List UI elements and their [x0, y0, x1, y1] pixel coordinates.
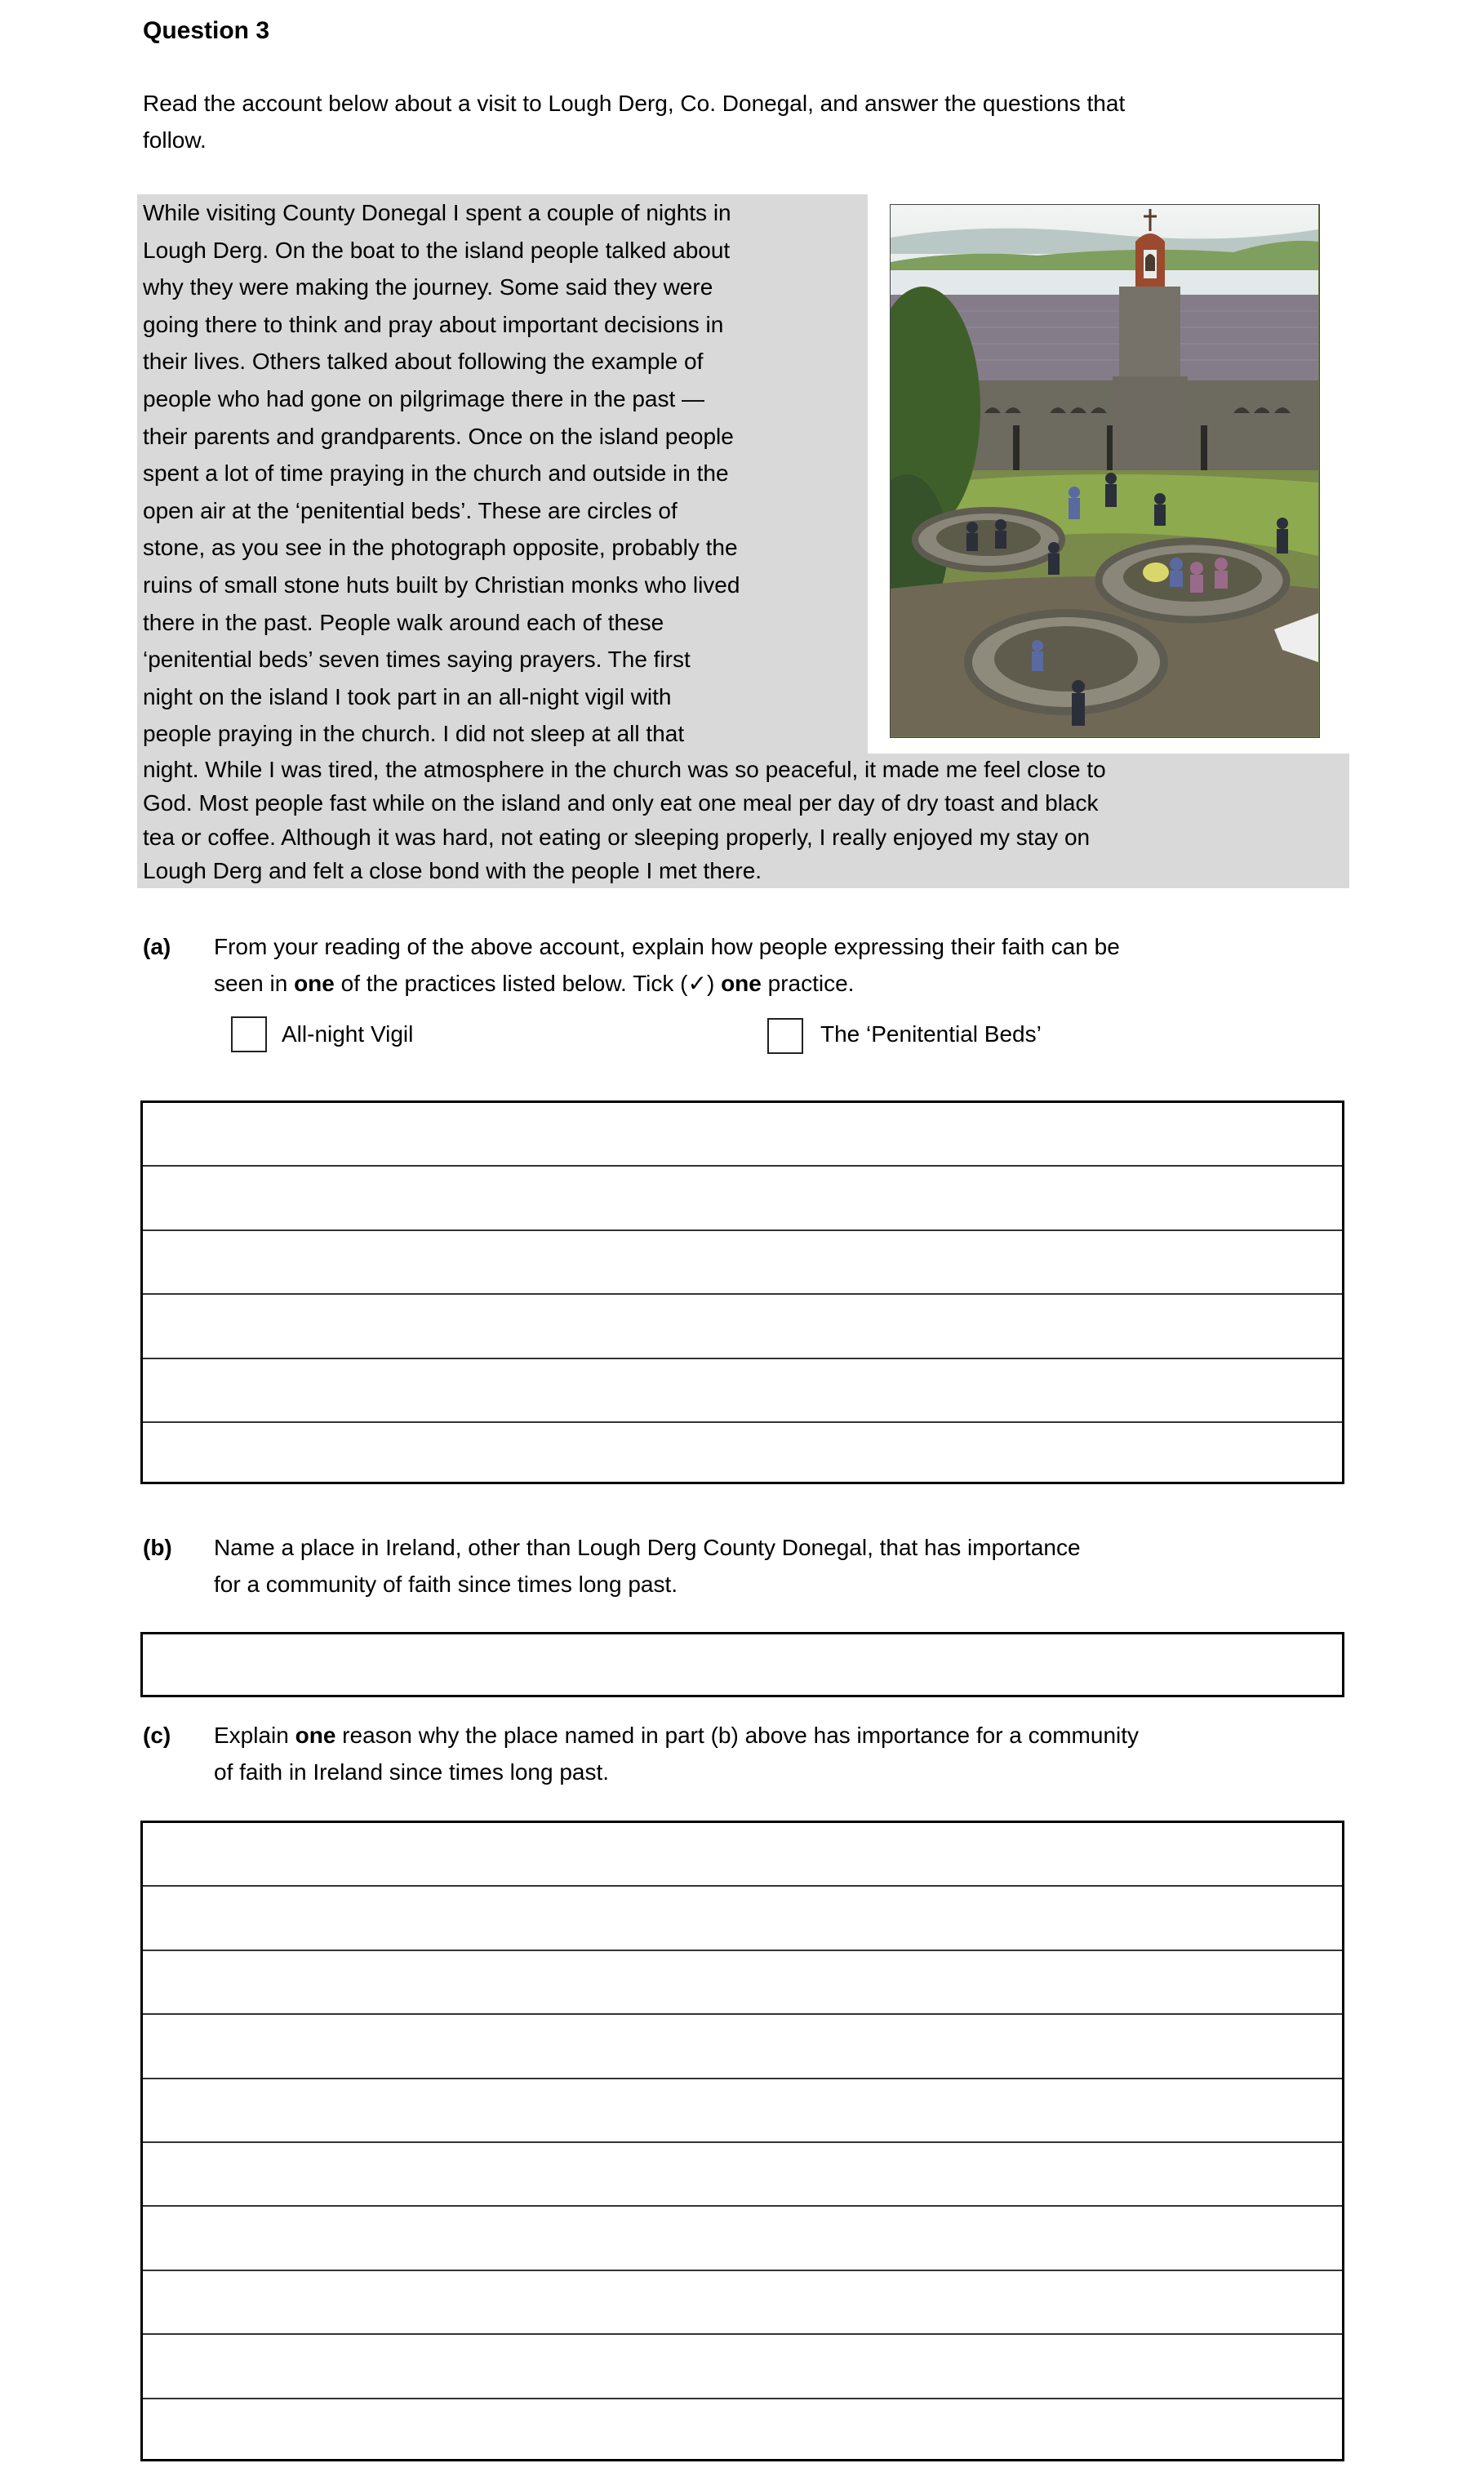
question-part-a [143, 928, 1351, 1002]
part-b-line-1: Name a place in Ireland, other than Lough Derg County Donegal, that has importance [214, 1535, 1081, 1560]
text: Explain [214, 1723, 295, 1748]
passage-line: God. Most people fast while on the island and only eat one meal per day of dry toast and black [143, 790, 1099, 816]
answer-box-part-a[interactable] [140, 1100, 1344, 1484]
question-part-b [143, 1529, 1351, 1603]
option-label-all-night-vigil: All-night Vigil [282, 1021, 414, 1047]
text: practice. [761, 971, 855, 996]
part-b-label: (b) [143, 1535, 172, 1560]
part-b-line-2: for a community of faith since times long past. [214, 1572, 678, 1597]
answer-line[interactable] [143, 2335, 1342, 2399]
emphasis-one: one [721, 971, 762, 996]
text: reason why the place named in part (b) above has importance for a community [335, 1723, 1140, 1748]
answer-line[interactable] [143, 1103, 1342, 1167]
passage-line: night on the island I took part in an all-night vigil with [143, 683, 672, 709]
passage-line: going there to think and pray about important decisions in [143, 311, 724, 337]
checkbox-all-night-vigil[interactable] [231, 1016, 267, 1052]
part-c-line-2: of faith in Ireland since times long past. [214, 1759, 610, 1785]
answer-line[interactable] [143, 2015, 1342, 2079]
passage-line: Lough Derg and felt a close bond with the people I met there. [143, 858, 762, 884]
intro-line: follow. [143, 127, 207, 153]
passage-line: night. While I was tired, the atmosphere in the church was so peaceful, it made me feel close to [143, 756, 1106, 782]
question-heading: Question 3 [143, 17, 270, 44]
answer-line[interactable] [143, 1823, 1342, 1887]
part-a-line-2 [214, 965, 854, 1002]
answer-line[interactable] [143, 2271, 1342, 2335]
answer-line[interactable] [143, 1295, 1342, 1358]
passage-line: spent a lot of time praying in the church and outside in the [143, 460, 729, 487]
answer-line[interactable] [143, 2143, 1342, 2207]
option-label-penitential-beds: The ‘Penitential Beds’ [820, 1021, 1042, 1047]
answer-line[interactable] [143, 1951, 1342, 2015]
passage-line: why they were making the journey. Some said they were [143, 274, 713, 300]
answer-line[interactable] [143, 1359, 1342, 1423]
passage-line: stone, as you see in the photograph opposite, probably the [143, 535, 738, 561]
passage-line: people praying in the church. I did not sleep at all that [143, 721, 685, 747]
answer-line[interactable] [143, 2399, 1342, 2463]
passage-line: there in the past. People walk around each of these [143, 609, 664, 635]
answer-box-part-b[interactable] [140, 1632, 1344, 1697]
lough-derg-photo [890, 204, 1320, 738]
answer-line[interactable] [143, 2207, 1342, 2270]
passage-line: their lives. Others talked about following the example of [143, 349, 704, 375]
question-part-c [143, 1717, 1351, 1790]
passage-line: open air at the ‘penitential beds’. These are circles of [143, 497, 678, 523]
passage-line: While visiting County Donegal I spent a couple of nights in [143, 200, 731, 225]
answer-line[interactable] [143, 1167, 1342, 1230]
passage-line: their parents and grandparents. Once on the island people [143, 423, 734, 449]
part-a-label: (a) [143, 934, 171, 959]
question-intro [143, 85, 1125, 158]
intro-line: Read the account below about a visit to Lough Derg, Co. Donegal, and answer the questions that [143, 91, 1126, 116]
part-a-line-1: From your reading of the above account, explain how people expressing their faith can be [214, 934, 1120, 959]
passage-line: ruins of small stone huts built by Christian monks who lived [143, 571, 740, 598]
passage-line: ‘penitential beds’ seven times saying prayers. The first [143, 647, 691, 673]
answer-line[interactable] [143, 1887, 1342, 1950]
text: of the practices listed below. Tick (✓) [334, 971, 722, 996]
passage-line: Lough Derg. On the boat to the island people talked about [143, 237, 731, 263]
emphasis-one: one [294, 971, 335, 996]
passage-line: people who had gone on pilgrimage there in the past — [143, 385, 705, 411]
answer-box-part-c[interactable] [140, 1821, 1344, 2461]
part-c-line-1 [214, 1717, 1139, 1754]
answer-line[interactable] [143, 1423, 1342, 1487]
answer-line[interactable] [143, 1231, 1342, 1295]
checkbox-penitential-beds[interactable] [767, 1018, 803, 1054]
text: seen in [214, 971, 295, 996]
part-c-label: (c) [143, 1723, 171, 1748]
emphasis-one: one [295, 1723, 336, 1748]
answer-line[interactable] [143, 2079, 1342, 2143]
passage-line: tea or coffee. Although it was hard, not eating or sleeping properly, I really enjoyed my stay on [143, 824, 1091, 850]
